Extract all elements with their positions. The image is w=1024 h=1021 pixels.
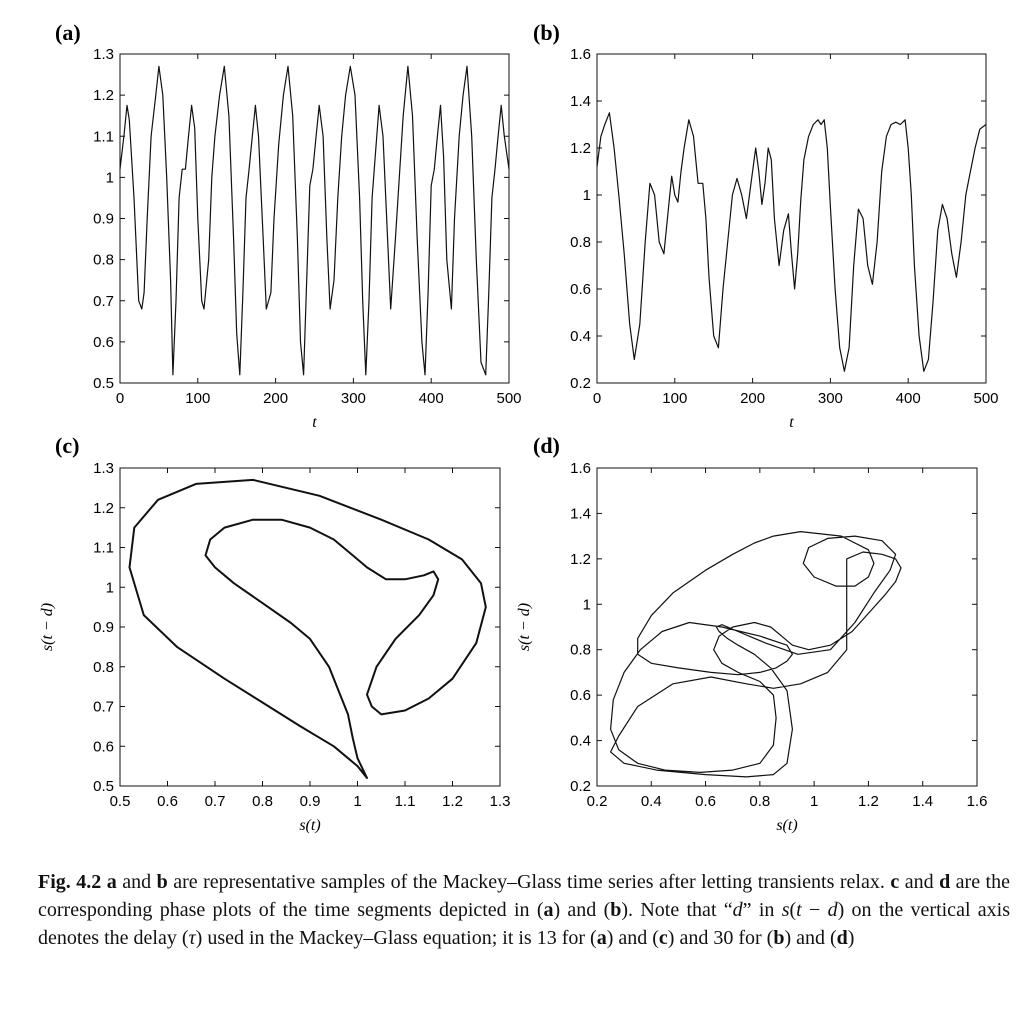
caption-segment: ) on the vertical axis denotes the delay ( (38, 899, 1011, 949)
caption-segment: ) and ( (606, 927, 659, 949)
y-tick-label: 0.7 (93, 698, 114, 716)
y-tick-label: 0.6 (93, 333, 114, 351)
y-tick-label: 0.8 (93, 251, 114, 269)
x-tick-label: 100 (185, 390, 211, 407)
caption-segment: ( (789, 899, 797, 921)
caption-segment: and (899, 871, 940, 893)
x-tick-label: 0.6 (157, 793, 178, 810)
series-line (597, 113, 986, 372)
y-tick-label: 1.4 (570, 505, 591, 523)
caption-segment: d (732, 899, 743, 921)
panel-label: (d) (533, 433, 560, 458)
x-tick-label: 300 (817, 390, 843, 407)
caption-fig-label: Fig. 4.2 (38, 871, 102, 893)
y-tick-label: 0.5 (93, 778, 114, 795)
caption-segment: ) used in the Mackey–Glass equation; it is 13 for ( (195, 927, 597, 949)
y-tick-label: 0.8 (570, 641, 591, 659)
caption-segment: and (116, 871, 157, 893)
panel-label: (b) (533, 20, 560, 45)
x-tick-label: 200 (263, 390, 289, 407)
x-tick-label: 0.7 (204, 793, 226, 810)
y-tick-label: 1.2 (93, 499, 114, 517)
y-tick-label: 1.2 (570, 140, 591, 157)
x-tick-label: 0.8 (749, 793, 771, 810)
y-tick-label: 1 (105, 169, 114, 187)
series-line (120, 66, 509, 375)
caption-segment: ) and ( (553, 899, 611, 921)
x-axis-label: t (312, 414, 317, 431)
y-tick-label: 1.1 (93, 128, 114, 146)
figure-caption (38, 868, 1010, 952)
caption-segment: ) and ( (784, 927, 837, 949)
y-tick-label: 0.4 (570, 732, 591, 750)
chart-panel-a (55, 20, 522, 431)
caption-segment: b (156, 871, 168, 893)
x-tick-label: 0.2 (586, 793, 608, 810)
y-axis-label: s(t − d) (516, 602, 533, 652)
x-tick-label: 1.2 (442, 793, 463, 810)
y-tick-label: 0.6 (93, 738, 114, 756)
y-tick-label: 0.5 (93, 375, 114, 392)
caption-segment: a (543, 899, 554, 921)
x-tick-label: 1.3 (489, 793, 511, 810)
y-tick-label: 0.8 (570, 234, 591, 251)
caption-segment: s (781, 899, 790, 921)
y-tick-label: 0.2 (570, 375, 591, 392)
y-tick-label: 0.2 (570, 778, 591, 795)
x-tick-label: 1 (809, 793, 819, 810)
y-tick-label: 1.6 (570, 46, 591, 63)
x-tick-label: 1.4 (912, 793, 934, 810)
chart-panel-d (516, 433, 987, 834)
y-tick-label: 1.3 (93, 460, 114, 477)
y-tick-label: 1.2 (93, 87, 114, 105)
caption-segment: − (801, 899, 828, 921)
y-tick-label: 0.8 (93, 658, 114, 676)
x-tick-label: 0.8 (252, 793, 273, 810)
caption-segment: a (106, 871, 117, 893)
caption-segment: are representative samples of the Mackey–Glass time series after letting transients relax. (167, 871, 891, 893)
x-tick-label: 0.9 (299, 793, 321, 810)
caption-segment: are the corresponding phase plots of the time segments depicted in ( (38, 871, 1010, 921)
y-tick-label: 1.4 (570, 93, 591, 110)
caption-segment: d (827, 899, 838, 921)
caption-segment: c (890, 871, 900, 893)
plot-frame (597, 54, 986, 383)
y-tick-label: 0.9 (93, 619, 114, 636)
caption-segment: ). Note that “ (621, 899, 733, 921)
y-tick-label: 1 (582, 187, 591, 204)
caption-segment: τ (188, 927, 196, 949)
y-tick-label: 0.9 (93, 210, 114, 228)
x-axis-label: s(t) (299, 817, 321, 834)
caption-segment: b (773, 927, 785, 949)
chart-panel-b (533, 20, 999, 431)
x-tick-label: 400 (895, 390, 921, 407)
plot-frame (120, 468, 500, 786)
x-tick-label: 0.4 (640, 793, 662, 810)
caption-segment: ) and 30 for ( (667, 927, 774, 949)
caption-segment: ) (847, 927, 855, 949)
x-tick-label: 100 (662, 390, 688, 407)
x-tick-label: 400 (418, 390, 444, 407)
y-tick-label: 1.3 (93, 46, 114, 63)
y-tick-label: 1.2 (570, 550, 591, 568)
y-tick-label: 1.1 (93, 539, 114, 557)
caption-segment: t (796, 899, 802, 921)
x-tick-label: 300 (340, 390, 366, 407)
y-tick-label: 0.6 (570, 281, 591, 298)
y-tick-label: 1.6 (570, 460, 591, 477)
series-line (130, 480, 486, 778)
y-tick-label: 1 (582, 596, 591, 614)
x-tick-label: 200 (740, 390, 766, 407)
x-tick-label: 0 (592, 390, 602, 407)
x-tick-label: 0.6 (695, 793, 717, 810)
x-tick-label: 1.1 (394, 793, 416, 810)
x-tick-label: 0 (115, 390, 125, 407)
x-tick-label: 500 (496, 390, 522, 407)
plot-frame (597, 468, 977, 786)
x-tick-label: 0.5 (109, 793, 131, 810)
caption-body (38, 871, 1010, 949)
chart-panel-c (39, 433, 510, 834)
y-tick-label: 0.4 (570, 328, 591, 345)
caption-segment: ” in (742, 899, 782, 921)
panel-label: (c) (55, 433, 80, 458)
x-tick-label: 1.2 (857, 793, 879, 810)
caption-segment: b (610, 899, 622, 921)
series-line (611, 532, 901, 777)
caption-segment: a (596, 927, 607, 949)
panel-label: (a) (55, 20, 81, 45)
x-tick-label: 1 (353, 793, 362, 810)
x-tick-label: 500 (973, 390, 999, 407)
caption-segment: d (836, 927, 848, 949)
y-axis-label: s(t − d) (39, 602, 56, 652)
x-axis-label: t (789, 414, 794, 431)
y-tick-label: 0.7 (93, 292, 114, 310)
caption-segment: d (939, 871, 951, 893)
y-tick-label: 1 (105, 579, 114, 597)
x-axis-label: s(t) (776, 817, 798, 834)
caption-segment: c (658, 927, 668, 949)
y-tick-label: 0.6 (570, 687, 591, 705)
x-tick-label: 1.6 (966, 793, 988, 810)
